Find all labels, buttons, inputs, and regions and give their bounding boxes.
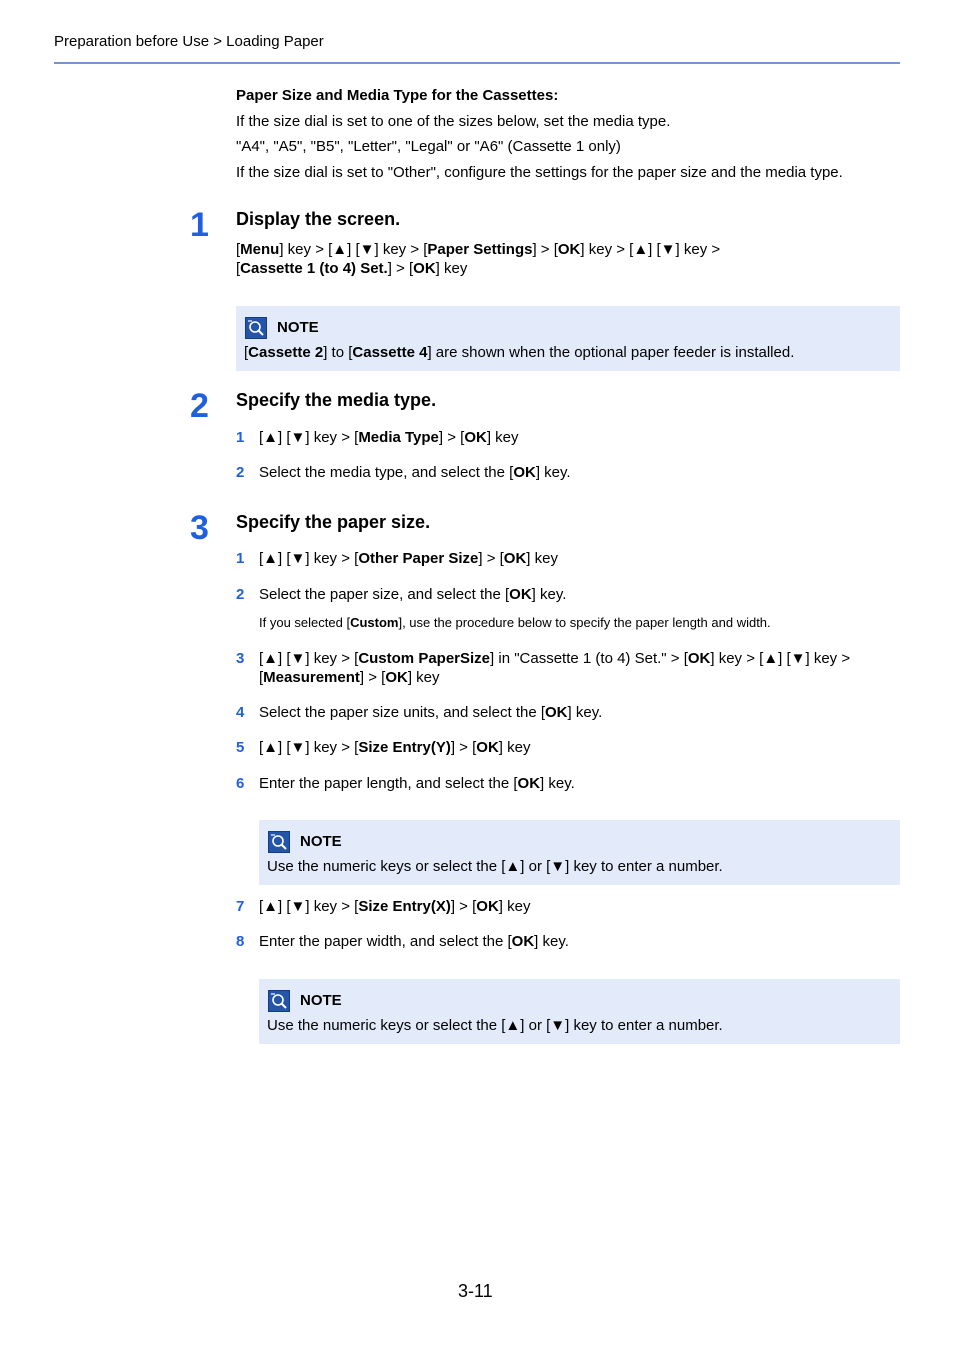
step-3-sub-6-number: 6: [236, 775, 245, 792]
sub-text: Enter the paper width, and select the: [259, 933, 504, 950]
cassette-set-label: Cassette 1 (to 4) Set.: [240, 260, 388, 277]
menu-key-label: Menu: [240, 241, 280, 258]
ok-key-label: OK: [413, 260, 436, 277]
sub-text: Select the paper size units, and select the: [259, 704, 537, 721]
measurement-label: Measurement: [263, 669, 360, 686]
step-3-sub-7-text: [▲] [▼] key > [Size Entry(X)] > [OK] key: [259, 898, 531, 915]
step-3-sub-2-number: 2: [236, 586, 245, 603]
note-icon: [268, 831, 290, 853]
note-label: NOTE: [300, 833, 342, 850]
note-icon: [268, 990, 290, 1012]
custom-label: Custom: [350, 615, 399, 630]
step-3-sub-1-text: [▲] [▼] key > [Other Paper Size] > [OK] key: [259, 550, 558, 567]
intro-heading: Paper Size and Media Type for the Cassettes:: [236, 87, 559, 104]
ok-key-label: OK: [476, 739, 499, 756]
note-box-step-1: [236, 306, 900, 371]
note-text: [Cassette 2] to [Cassette 4] are shown when the optional paper feeder is installed.: [244, 344, 795, 361]
note-box-step-3-a: [259, 820, 900, 885]
step-3-sub-3-number: 3: [236, 650, 245, 667]
size-entry-x-label: Size Entry(X): [358, 898, 451, 915]
page-number: 3-11: [458, 1281, 493, 1301]
step-2-sub-1-text: [▲] [▼] key > [Media Type] > [OK] key: [259, 429, 519, 446]
cassette-4-label: Cassette 4: [352, 344, 428, 361]
sub-text: Enter the paper length, and select the: [259, 775, 510, 792]
hint-post: , use the procedure below to specify the paper length and width.: [402, 615, 771, 630]
note-text: Use the numeric keys or select the [▲] or [▼] key to enter a number.: [267, 1017, 723, 1034]
custom-papersize-label: Custom PaperSize: [358, 650, 491, 667]
step-1-path-line-1: [Menu] key > [▲] [▼] key > [Paper Settings] > [OK] key > [▲] [▼] key >: [236, 241, 721, 258]
hint-pre: If you selected: [259, 615, 343, 630]
step-1-number: 1: [190, 206, 209, 244]
intro-line-1: If the size dial is set to one of the sizes below, set the media type.: [236, 113, 671, 130]
media-type-label: Media Type: [358, 429, 439, 446]
step-3-sub-5-text: [▲] [▼] key > [Size Entry(Y)] > [OK] key: [259, 739, 531, 756]
ok-key-label: OK: [517, 775, 541, 792]
ok-key-label: OK: [464, 429, 487, 446]
step-3-sub-1-number: 1: [236, 550, 245, 567]
step-3-sub-8-text: Enter the paper width, and select the [OK] key.: [259, 933, 569, 950]
step-3-sub-3-text-line-2: [Measurement] > [OK] key: [259, 669, 440, 686]
step-2-number: 2: [190, 387, 209, 425]
step-3-sub-8-number: 8: [236, 933, 245, 950]
paper-settings-label: Paper Settings: [427, 241, 533, 258]
note-icon: [245, 317, 267, 339]
intro-line-2: "A4", "A5", "B5", "Letter", "Legal" or "A6" (Cassette 1 only): [236, 138, 621, 155]
step-2-title: Specify the media type.: [236, 390, 437, 410]
size-entry-y-label: Size Entry(Y): [358, 739, 451, 756]
ok-key-label: OK: [511, 933, 535, 950]
ok-key-label: OK: [476, 898, 499, 915]
step-2-sub-2-text: Select the media type, and select the [OK] key.: [259, 464, 571, 481]
note-label: NOTE: [277, 319, 319, 336]
in-cassette-text: in "Cassette 1 (to 4) Set." >: [498, 650, 680, 667]
ok-key-label: OK: [503, 550, 527, 567]
step-1-title: Display the screen.: [236, 209, 401, 229]
ok-key-label: OK: [509, 586, 532, 603]
cassette-2-label: Cassette 2: [248, 344, 324, 361]
step-3-sub-6-text: Enter the paper length, and select the [OK] key.: [259, 775, 575, 792]
step-2-sub-2-number: 2: [236, 464, 245, 481]
note-tail: are shown when the optional paper feeder is installed.: [435, 344, 795, 361]
ok-key-label: OK: [545, 704, 568, 721]
ok-key-label: OK: [385, 669, 408, 686]
step-3-sub-4-number: 4: [236, 704, 245, 721]
step-1-path-line-2: [Cassette 1 (to 4) Set.] > [OK] key: [236, 260, 468, 277]
intro-line-3: If the size dial is set to "Other", configure the settings for the paper size and the media type.: [236, 164, 843, 181]
sub-text: Select the paper size, and select the: [259, 586, 501, 603]
header-divider: [54, 62, 900, 64]
step-3-sub-5-number: 5: [236, 739, 245, 756]
step-3-sub-7-number: 7: [236, 898, 245, 915]
note-box-step-3-b: [259, 979, 900, 1044]
ok-key-label: OK: [557, 241, 581, 258]
ok-key-label: OK: [513, 464, 536, 481]
custom-size-hint: If you selected [Custom], use the procedure below to specify the paper length and width.: [259, 615, 771, 630]
ok-key-label: OK: [687, 650, 711, 667]
step-3-sub-2-text: Select the paper size, and select the [OK] key.: [259, 586, 567, 603]
sub-text: Select the media type, and select the: [259, 464, 505, 481]
step-2-sub-1-number: 1: [236, 429, 245, 446]
breadcrumb: Preparation before Use > Loading Paper: [54, 33, 324, 50]
step-3-sub-4-text: Select the paper size units, and select the [OK] key.: [259, 704, 603, 721]
step-3-number: 3: [190, 509, 209, 547]
note-text: Use the numeric keys or select the [▲] or [▼] key to enter a number.: [267, 858, 723, 875]
step-3-sub-3-text-line-1: [▲] [▼] key > [Custom PaperSize] in "Cassette 1 (to 4) Set." > [OK] key > [▲] [▼] key >: [259, 650, 851, 667]
note-label: NOTE: [300, 992, 342, 1009]
step-3-title: Specify the paper size.: [236, 512, 431, 532]
other-paper-size-label: Other Paper Size: [358, 550, 479, 567]
